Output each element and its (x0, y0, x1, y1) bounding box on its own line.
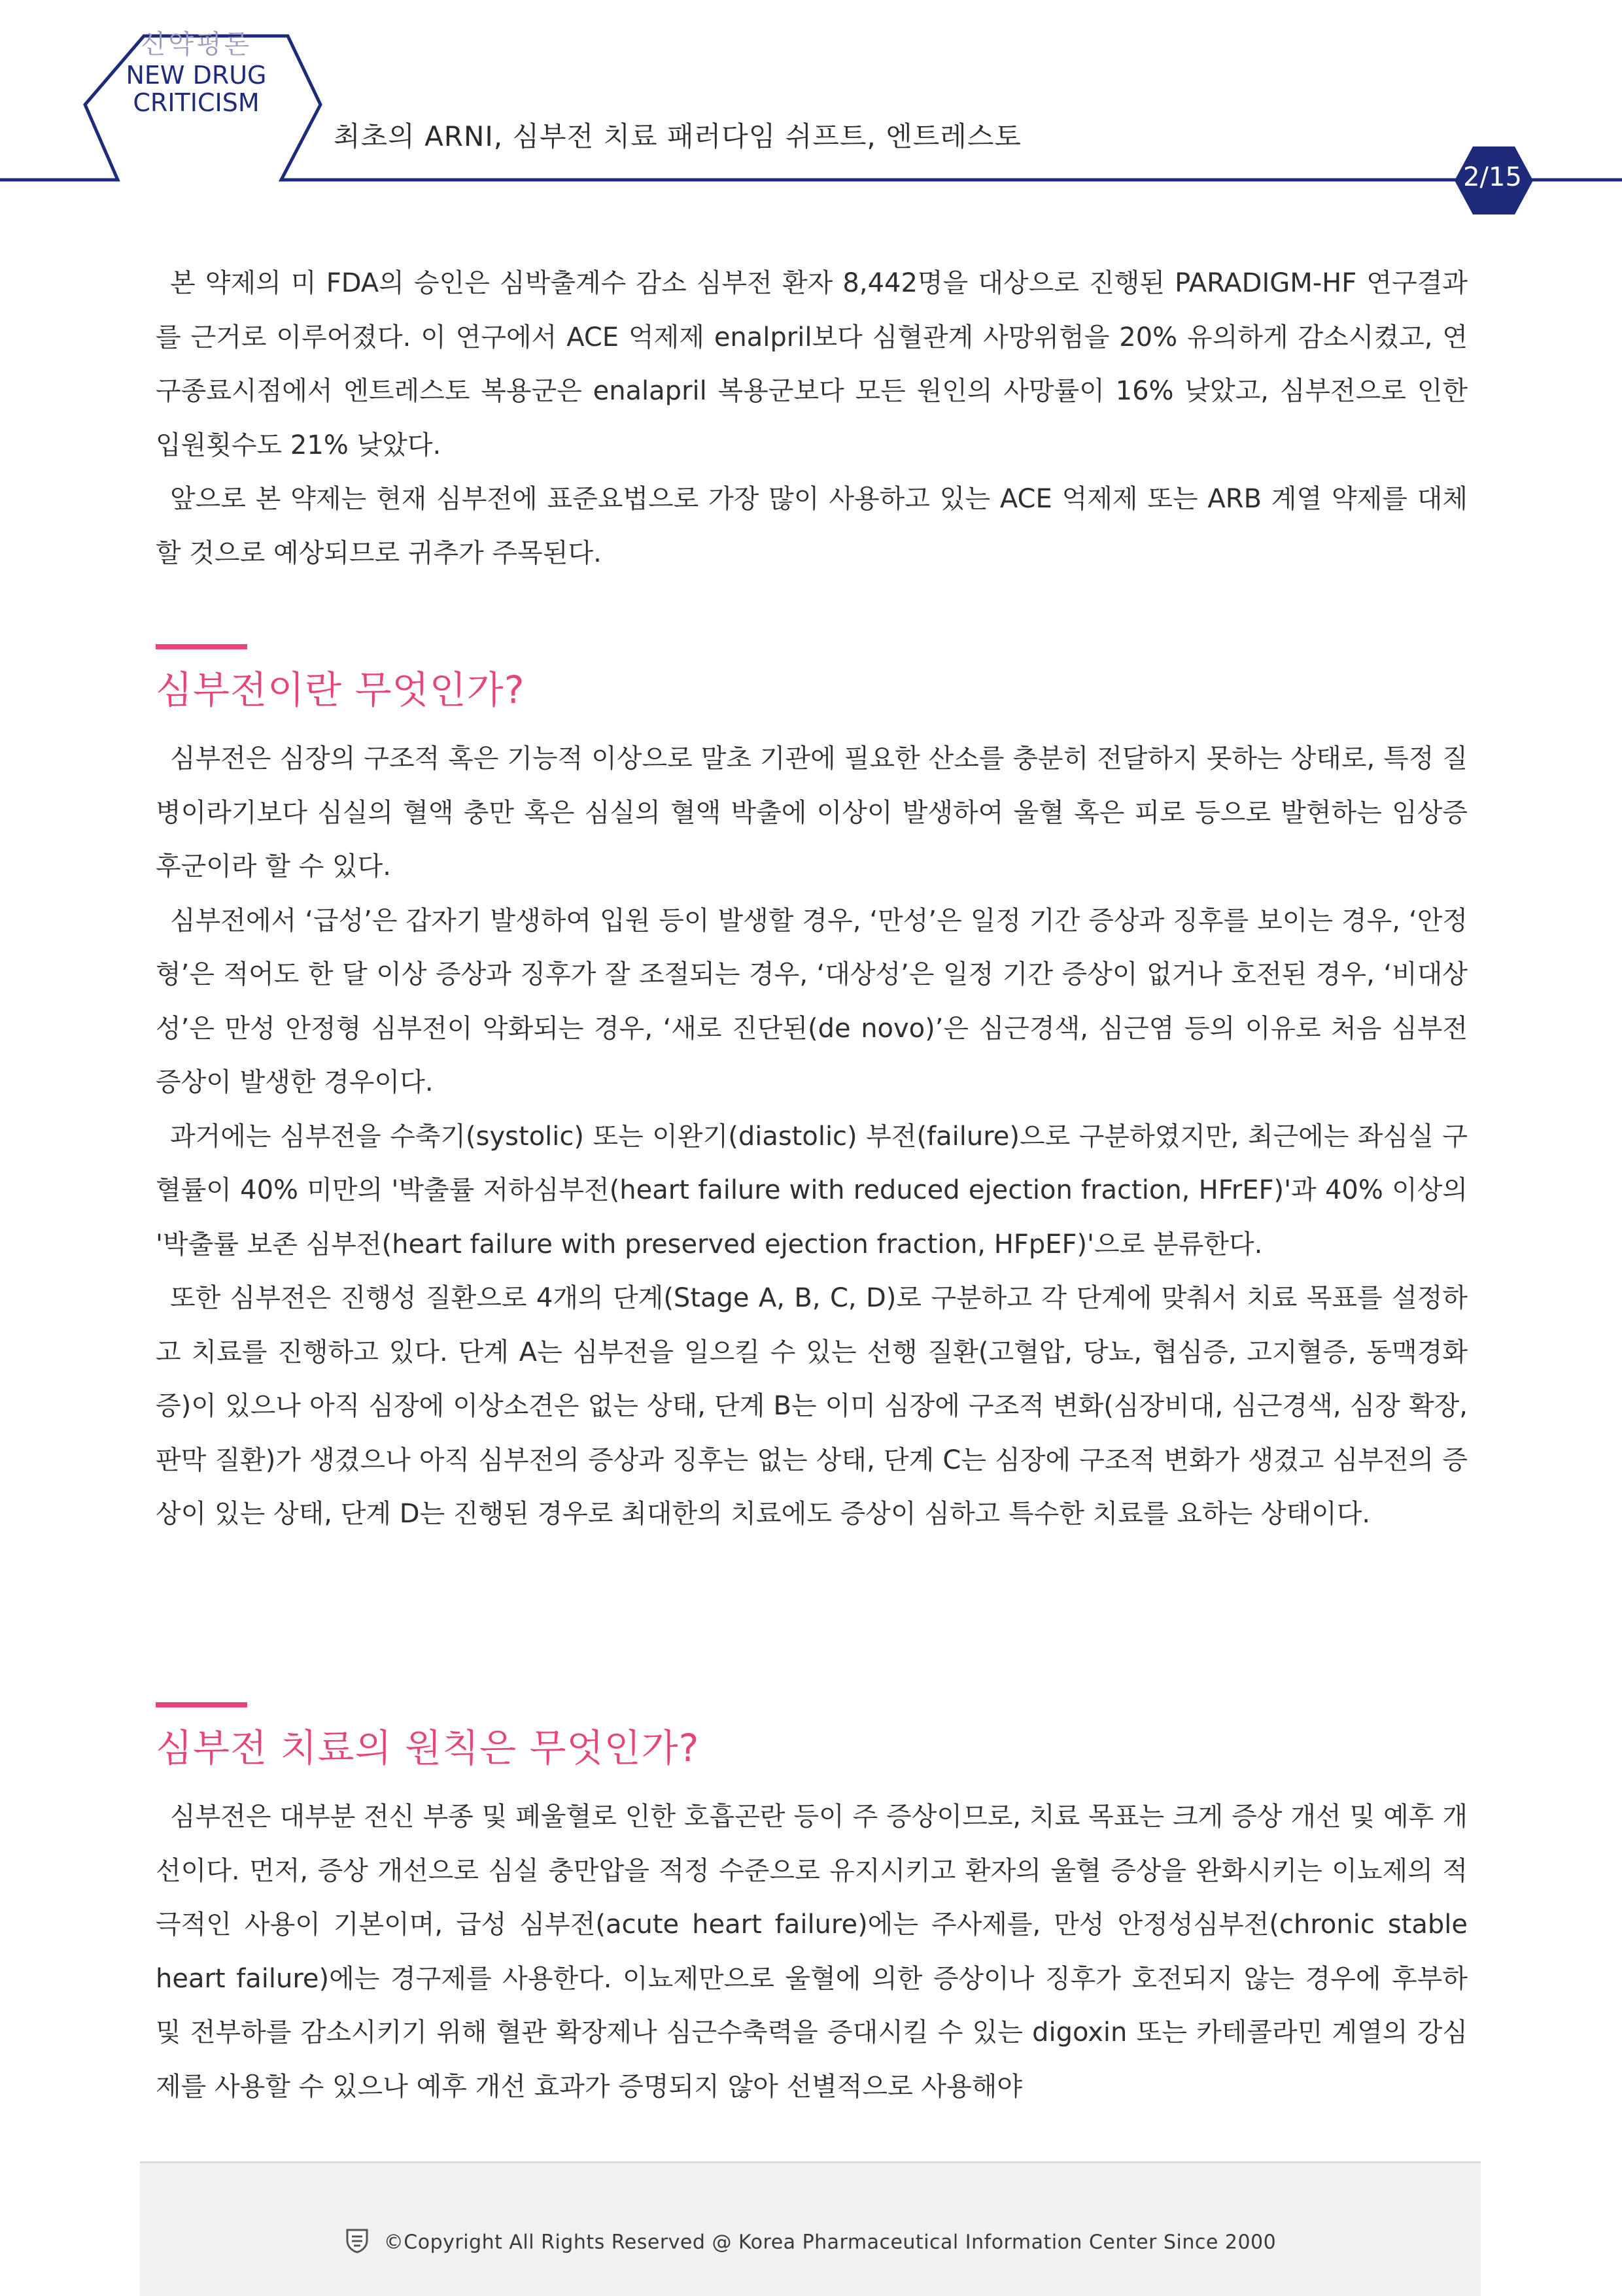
page-footer (140, 2161, 1481, 2296)
section-heading: 심부전 치료의 원칙은 무엇인가? (156, 1726, 700, 1770)
intro-block (156, 256, 1468, 580)
section-accent-bar (156, 1702, 247, 1707)
brand-korean: 신약평론 (140, 29, 252, 60)
paragraph: 본 약제의 미 FDA의 승인은 심박출계수 감소 심부전 환자 8,442명을 대상으로 진행된 PARADIGM-HF 연구결과를 근거로 이루어졌다. 이 연구에서 ACE 억제제 enalpril보다 심혈관계 사망위험을 20% 유의하게 감소시켰고, 연구종료시점에서 엔트레스토 복용군은 enalapril 복용군보다 모든 원인의 사망률이 16% 낮았고, 심부전으로 인한 입원횟수도 21% 낮았다. (156, 268, 1468, 460)
brand-english-line1: NEW DRUG (126, 61, 267, 90)
section-treatment-principles (156, 1702, 1468, 2114)
brand-logo (98, 27, 294, 116)
copyright-line (140, 2227, 1481, 2259)
paragraph: 심부전은 대부분 전신 부종 및 폐울혈로 인한 호흡곤란 등이 주 증상이므로, 치료 목표는 크게 증상 개선 및 예후 개선이다. 먼저, 증상 개선으로 심실 충만압을 적정 수준으로 유지시키고 환자의 울혈 증상을 완화시키는 이뇨제의 적극적인 사용이 기본이며, 급성 심부전(acute heart failure)에는 주사제를, 만성 안정성심부전(chronic stable heart failure)에는 경구제를 사용한다. 이뇨제만으로 울혈에 의한 증상이나 징후가 호전되지 않는 경우에 후부하 및 전부하를 감소시키기 위해 혈관 확장제나 심근수축력을 증대시킬 수 있는 digoxin 또는 카테콜라민 계열의 강심제를 사용할 수 있으나 예후 개선 효과가 증명되지 않아 선별적으로 사용해야 (156, 1802, 1468, 2102)
copyright-text: ©Copyright All Rights Reserved @ Korea Pharmaceutical Information Center Since 2000 (383, 2231, 1277, 2254)
page-number: 2/15 (1463, 162, 1522, 192)
section-body (156, 732, 1468, 1541)
section-accent-bar (156, 644, 247, 649)
shield-icon (345, 2227, 370, 2259)
paragraph: 앞으로 본 약제는 현재 심부전에 표준요법으로 가장 많이 사용하고 있는 ACE 억제제 또는 ARB 계열 약제를 대체할 것으로 예상되므로 귀추가 주목된다. (156, 484, 1468, 568)
section-body (156, 1790, 1468, 2114)
section-what-is-heart-failure (156, 644, 1468, 1541)
paragraph: 심부전에서 ‘급성’은 갑자기 발생하여 입원 등이 발생할 경우, ‘만성’은 일정 기간 증상과 징후를 보이는 경우, ‘안정형’은 적어도 한 달 이상 증상과 징후가 잘 조절되는 경우, ‘대상성’은 일정 기간 증상이 없거나 호전된 경우, ‘비대상성’은 만성 안정형 심부전이 악화되는 경우, ‘새로 진단된(de novo)’은 심근경색, 심근염 등의 이유로 처음 심부전 증상이 발생한 경우이다. (156, 905, 1468, 1097)
paragraph: 심부전은 심장의 구조적 혹은 기능적 이상으로 말초 기관에 필요한 산소를 충분히 전달하지 못하는 상태로, 특정 질병이라기보다 심실의 혈액 충만 혹은 심실의 혈액 박출에 이상이 발생하여 울혈 혹은 피로 등으로 발현하는 임상증후군이라 할 수 있다. (156, 744, 1468, 882)
page-header (0, 0, 1622, 209)
section-heading: 심부전이란 무엇인가? (156, 668, 525, 712)
paragraph: 과거에는 심부전을 수축기(systolic) 또는 이완기(diastolic) 부전(failure)으로 구분하였지만, 최근에는 좌심실 구혈률이 40% 미만의 '박출률 저하심부전(heart failure with reduced ejection fraction, HFrEF)'과 40% 이상의 '박출률 보존 심부전(heart failure with preserved ejection fraction, HFpEF)'으로 분류한다. (156, 1121, 1468, 1259)
paragraph: 또한 심부전은 진행성 질환으로 4개의 단계(Stage A, B, C, D)로 구분하고 각 단계에 맞춰서 치료 목표를 설정하고 치료를 진행하고 있다. 단계 A는 심부전을 일으킬 수 있는 선행 질환(고혈압, 당뇨, 협심증, 고지혈증, 동맥경화증)이 있으나 아직 심장에 이상소견은 없는 상태, 단계 B는 이미 심장에 구조적 변화(심장비대, 심근경색, 심장 확장, 판막 질환)가 생겼으나 아직 심부전의 증상과 징후는 없는 상태, 단계 C는 심장에 구조적 변화가 생겼고 심부전의 증상이 있는 상태, 단계 D는 진행된 경우로 최대한의 치료에도 증상이 심하고 특수한 치료를 요하는 상태이다. (156, 1283, 1468, 1529)
document-title: 최초의 ARNI, 심부전 치료 패러다임 쉬프트, 엔트레스토 (334, 120, 1022, 152)
brand-english-line2: CRITICISM (133, 88, 260, 117)
